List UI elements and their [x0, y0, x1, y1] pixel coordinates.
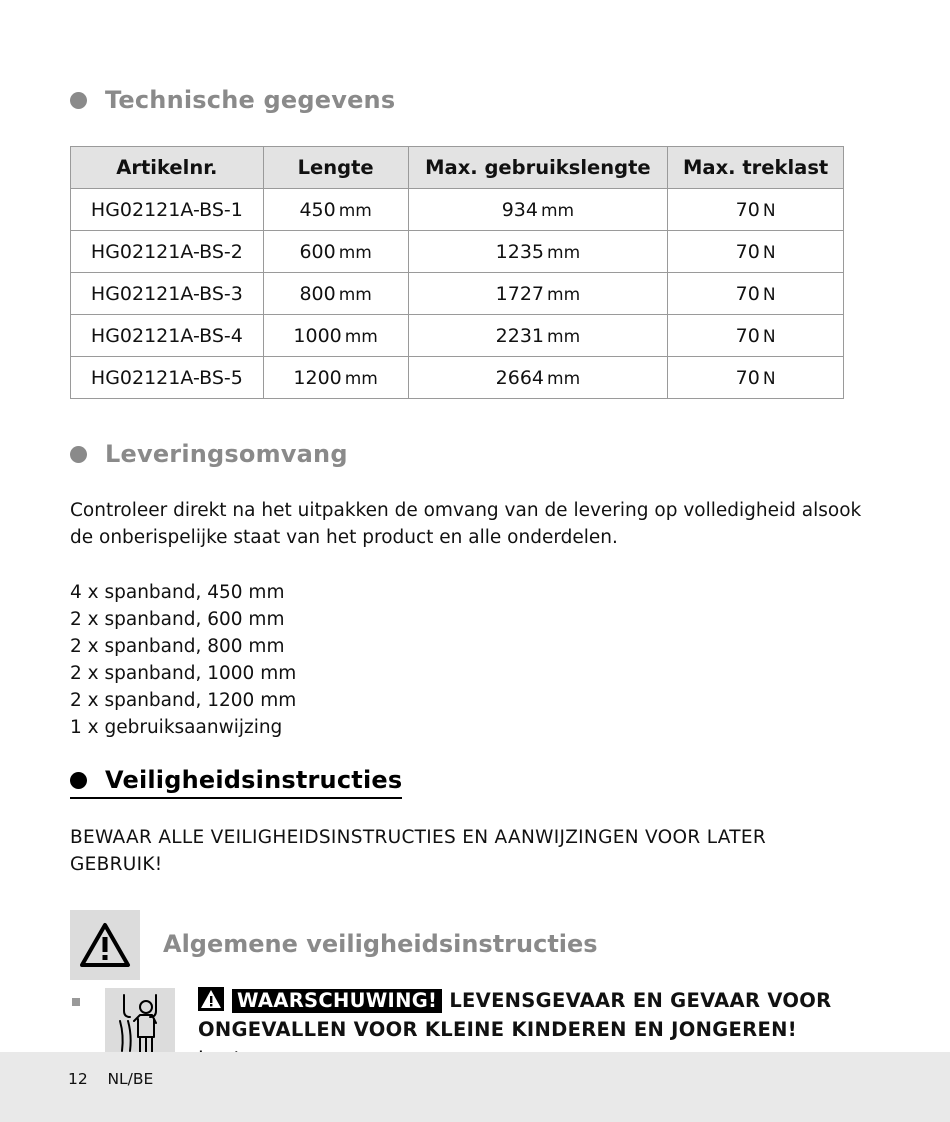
header-lengte: Lengte — [263, 147, 408, 189]
bullet-dot-icon — [70, 92, 87, 109]
list-item: 1 x gebruiksaanwijzing — [70, 717, 283, 738]
cell-value: 450 — [299, 198, 336, 221]
list-item: 4 x spanband, 450 mm — [70, 582, 285, 603]
bullet-dot-icon — [70, 772, 87, 789]
bullet-dot-icon — [70, 446, 87, 463]
warning-triangle-box — [70, 910, 140, 980]
page-footer — [0, 1052, 950, 1122]
cell-max-treklast — [668, 189, 844, 231]
section-veiligheidsinstructies — [70, 766, 402, 799]
cell-unit: mm — [540, 200, 575, 221]
cell-lengte — [263, 231, 408, 273]
table-row — [71, 315, 844, 357]
cell-unit: mm — [547, 284, 581, 305]
cell-max-gebruikslengte — [408, 357, 668, 399]
section-leveringsomvang — [70, 440, 348, 468]
cell-unit: mm — [344, 326, 378, 347]
levering-paragraph: Controleer direkt na het uitpakken de omvang van de levering op volledigheid alsook de onberispelijke staat van het product en alle onderdelen. — [70, 500, 862, 548]
cell-max-gebruikslengte — [408, 189, 668, 231]
page-number: 12 — [68, 1070, 88, 1088]
section-title: Veiligheidsinstructies — [105, 766, 403, 794]
cell-artikelnr — [71, 315, 264, 357]
cell-max-treklast — [668, 315, 844, 357]
cell-lengte — [263, 189, 408, 231]
subsection-title: Algemene veiligheidsinstructies — [163, 930, 598, 958]
cell-lengte — [263, 273, 408, 315]
cell-value: 70 — [735, 282, 760, 305]
footer-text — [68, 1070, 153, 1088]
cell-value: HG02121A-BS-5 — [90, 366, 243, 389]
cell-unit: mm — [338, 284, 372, 305]
cell-max-treklast — [668, 231, 844, 273]
section-technische-gegevens — [70, 86, 395, 114]
section-title: Leveringsomvang — [105, 440, 348, 468]
cell-value: 70 — [735, 198, 760, 221]
cell-max-treklast — [668, 273, 844, 315]
list-item: 2 x spanband, 800 mm — [70, 636, 285, 657]
cell-value: 2664 — [495, 366, 545, 389]
cell-value: 800 — [299, 282, 336, 305]
cell-max-gebruikslengte — [408, 315, 668, 357]
cell-unit: N — [762, 284, 776, 305]
warning-text-line-2: ONGEVALLEN VOOR KLEINE KINDEREN EN JONGEREN! — [198, 1018, 797, 1041]
warning-text-line-1: LEVENSGEVAAR EN GEVAAR VOOR — [449, 989, 832, 1012]
table-row — [71, 357, 844, 399]
cell-lengte — [263, 315, 408, 357]
table-row — [71, 231, 844, 273]
spec-table — [70, 146, 844, 399]
warning-badge-icon — [198, 987, 224, 1011]
cell-value: 2231 — [495, 324, 545, 347]
cell-artikelnr — [71, 189, 264, 231]
child-hanging-icon — [110, 991, 170, 1055]
page-locale: NL/BE — [107, 1070, 154, 1088]
cell-lengte — [263, 357, 408, 399]
cell-value: HG02121A-BS-2 — [90, 240, 243, 263]
section-title: Technische gegevens — [105, 86, 396, 114]
warning-label: WAARSCHUWING! — [232, 989, 442, 1013]
cell-value: 600 — [299, 240, 336, 263]
cell-unit: mm — [547, 242, 581, 263]
cell-unit: N — [762, 326, 776, 347]
cell-unit: mm — [547, 368, 581, 389]
table-row — [71, 189, 844, 231]
cell-max-gebruikslengte — [408, 231, 668, 273]
safety-notice: BEWAAR ALLE VEILIGHEIDSINSTRUCTIES EN AANWIJZINGEN VOOR LATER GEBRUIK! — [70, 827, 766, 875]
list-item: 2 x spanband, 600 mm — [70, 609, 285, 630]
cell-value: 1000 — [293, 324, 342, 347]
cell-unit: mm — [344, 368, 378, 389]
cell-value: 1235 — [495, 240, 545, 263]
cell-value: 1200 — [293, 366, 342, 389]
cell-value: HG02121A-BS-4 — [90, 324, 243, 347]
cell-value: 70 — [735, 240, 760, 263]
header-max-gebruikslengte: Max. gebruikslengte — [408, 147, 668, 189]
cell-unit: N — [762, 368, 776, 389]
cell-unit: N — [762, 200, 776, 221]
cell-artikelnr — [71, 357, 264, 399]
levering-list — [70, 579, 296, 741]
cell-value: 70 — [735, 366, 760, 389]
cell-value: 1727 — [495, 282, 545, 305]
table-row — [71, 273, 844, 315]
list-item: 2 x spanband, 1200 mm — [70, 690, 297, 711]
cell-unit: mm — [338, 200, 372, 221]
cell-value: HG02121A-BS-1 — [90, 198, 243, 221]
square-bullet-icon — [72, 998, 80, 1006]
child-warning-pictogram — [105, 988, 175, 1058]
table-header-row — [71, 147, 844, 189]
cell-value: HG02121A-BS-3 — [90, 282, 243, 305]
cell-unit: mm — [547, 326, 581, 347]
cell-max-gebruikslengte — [408, 273, 668, 315]
cell-artikelnr — [71, 231, 264, 273]
cell-artikelnr — [71, 273, 264, 315]
cell-unit: mm — [338, 242, 372, 263]
header-max-treklast: Max. treklast — [668, 147, 844, 189]
cell-value: 70 — [735, 324, 760, 347]
cell-value: 934 — [501, 198, 538, 221]
header-artikelnr: Artikelnr. — [71, 147, 264, 189]
warning-triangle-icon — [79, 922, 131, 968]
cell-max-treklast — [668, 357, 844, 399]
list-item: 2 x spanband, 1000 mm — [70, 663, 297, 684]
cell-unit: N — [762, 242, 776, 263]
